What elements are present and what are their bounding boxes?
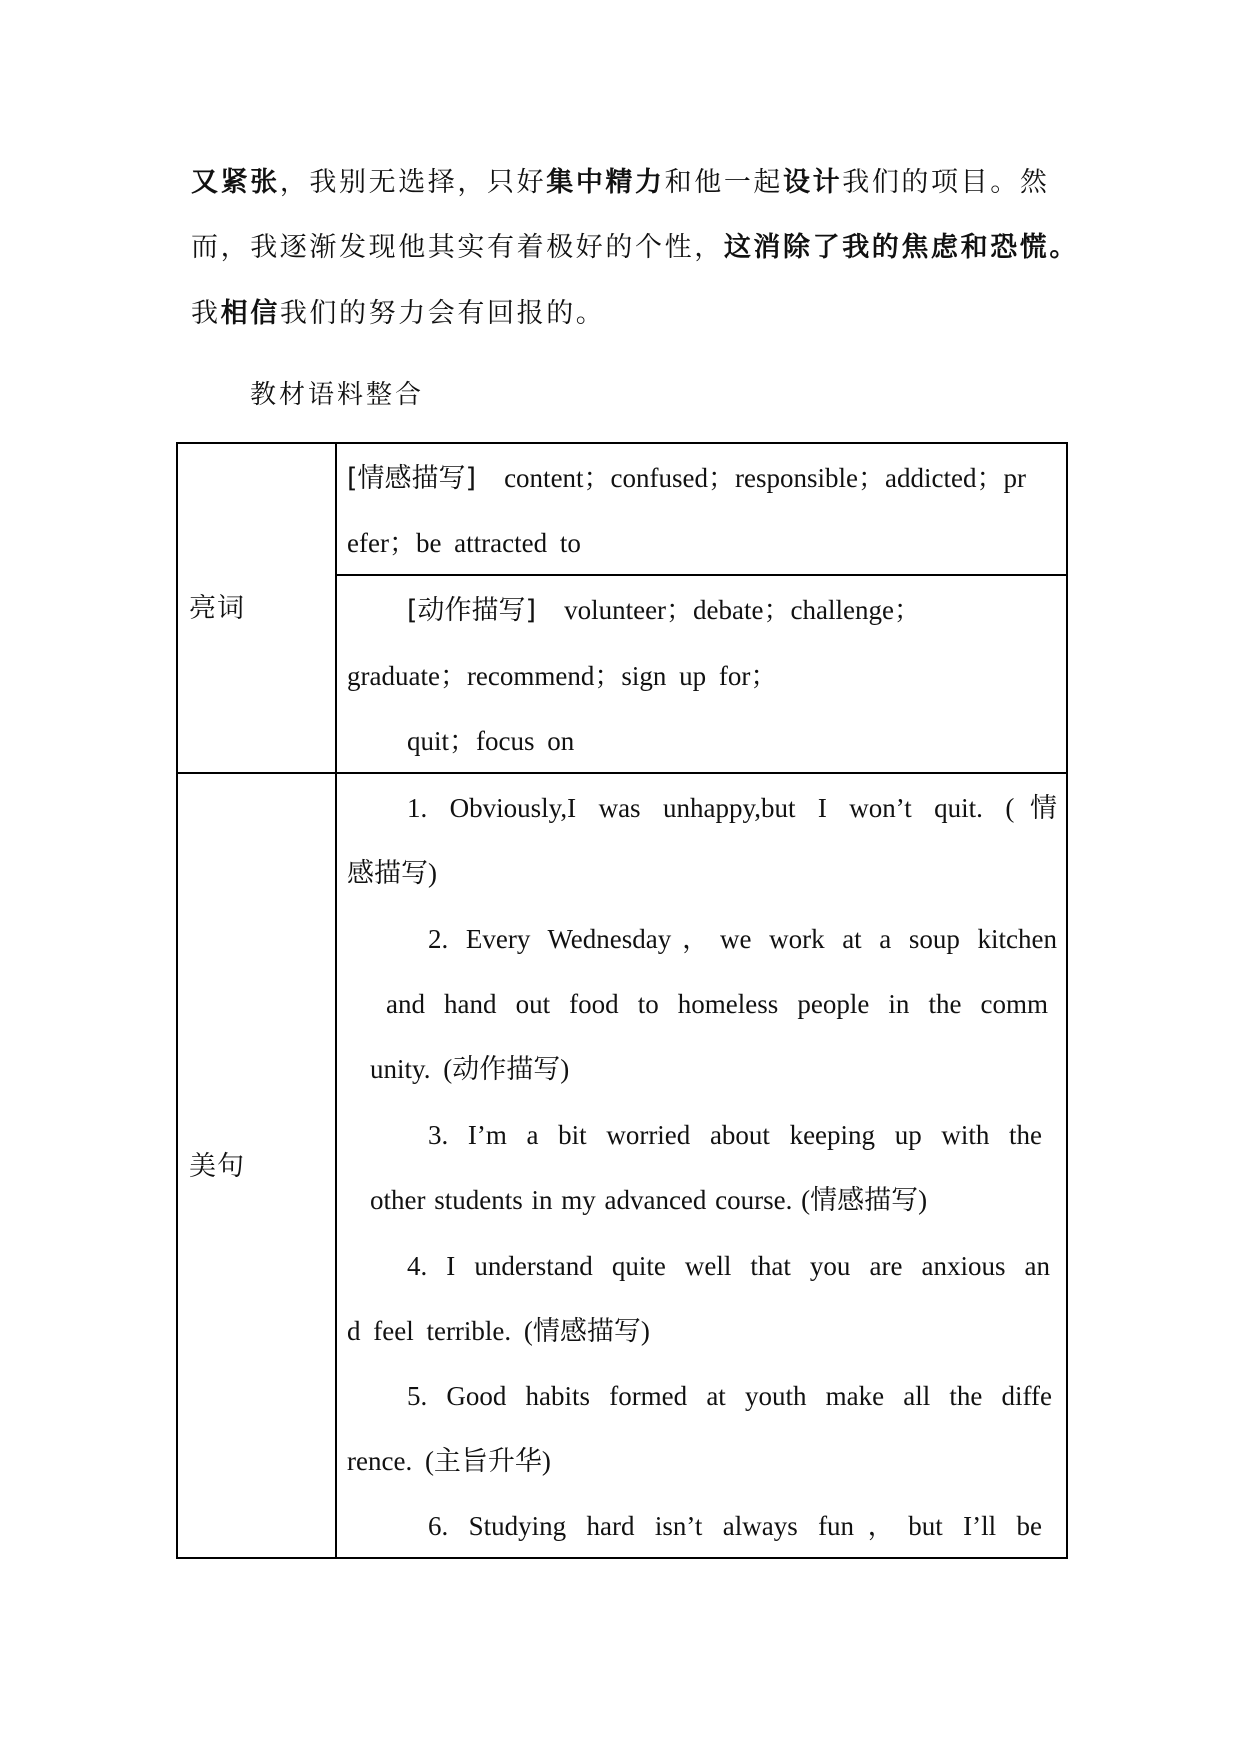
sentence-line: other students in my advanced course. (情感描写) xyxy=(370,1185,928,1215)
passage-line-1 xyxy=(191,163,1049,203)
sentence-line: 4. I understand quite well that you are anxious an xyxy=(407,1251,1050,1281)
action-words-line: quit；focus on xyxy=(407,726,575,756)
passage-text: 我们的项目。然 xyxy=(842,167,1050,198)
table-row-divider xyxy=(176,772,1068,774)
sentence-line: unity. (动作描写) xyxy=(370,1054,570,1084)
sentence-line: rence. (主旨升华) xyxy=(347,1446,551,1476)
passage-text: 我 xyxy=(191,298,221,329)
passage-text: ，我别无选择，只好 xyxy=(279,167,547,198)
word-list-text: content；confused；responsible；addicted；pr xyxy=(504,463,1026,493)
action-words-line: graduate；recommend；sign up for； xyxy=(347,661,778,691)
sentence-line: 感描写) xyxy=(347,858,437,888)
passage-text: 而，我逐渐发现他其实有着极好的个性， xyxy=(191,232,724,263)
emotion-tag: [情感描写] xyxy=(347,463,477,494)
table-column-divider xyxy=(335,442,337,1559)
passage-bold-text: 这消除了我的焦虑和恐慌。 xyxy=(723,232,1080,263)
sentence-line: and hand out food to homeless people in the comm xyxy=(386,989,1048,1019)
action-tag: [动作描写] xyxy=(407,595,537,626)
passage-line-3 xyxy=(191,294,605,334)
sentence-line: 1. Obviously,I was unhappy,but I won’t quit. (情 xyxy=(407,793,1057,823)
emotion-words-line xyxy=(347,458,1026,498)
action-words-line xyxy=(407,590,921,630)
passage-bold-text: 集中精力 xyxy=(546,167,665,198)
passage-bold-text: 相信 xyxy=(220,298,280,329)
sentence-line: 5. Good habits formed at youth make all the diffe xyxy=(407,1381,1052,1411)
sentence-line: 6. Studying hard isn’t always fun，but I’ll be xyxy=(428,1511,1042,1541)
row-label-good-sentences: 美句 xyxy=(189,1151,245,1182)
table-subrow-divider xyxy=(335,574,1068,576)
section-heading: 教材语料整合 xyxy=(250,380,425,410)
passage-bold-text: 又紧张 xyxy=(191,167,280,198)
passage-text: 和他一起 xyxy=(664,167,784,198)
sentence-line: 2. Every Wednesday，we work at a soup kitchen xyxy=(428,924,1057,954)
word-list-text: volunteer；debate；challenge； xyxy=(564,595,921,625)
sentence-line: d feel terrible. (情感描写) xyxy=(347,1316,650,1346)
emotion-words-line: efer；be attracted to xyxy=(347,528,581,558)
passage-line-2 xyxy=(191,228,1079,268)
row-label-highlight-words: 亮词 xyxy=(189,593,245,624)
passage-text: 我们的努力会有回报的。 xyxy=(279,298,606,329)
sentence-line: 3. I’m a bit worried about keeping up with the xyxy=(428,1120,1042,1150)
passage-bold-text: 设计 xyxy=(783,167,843,198)
